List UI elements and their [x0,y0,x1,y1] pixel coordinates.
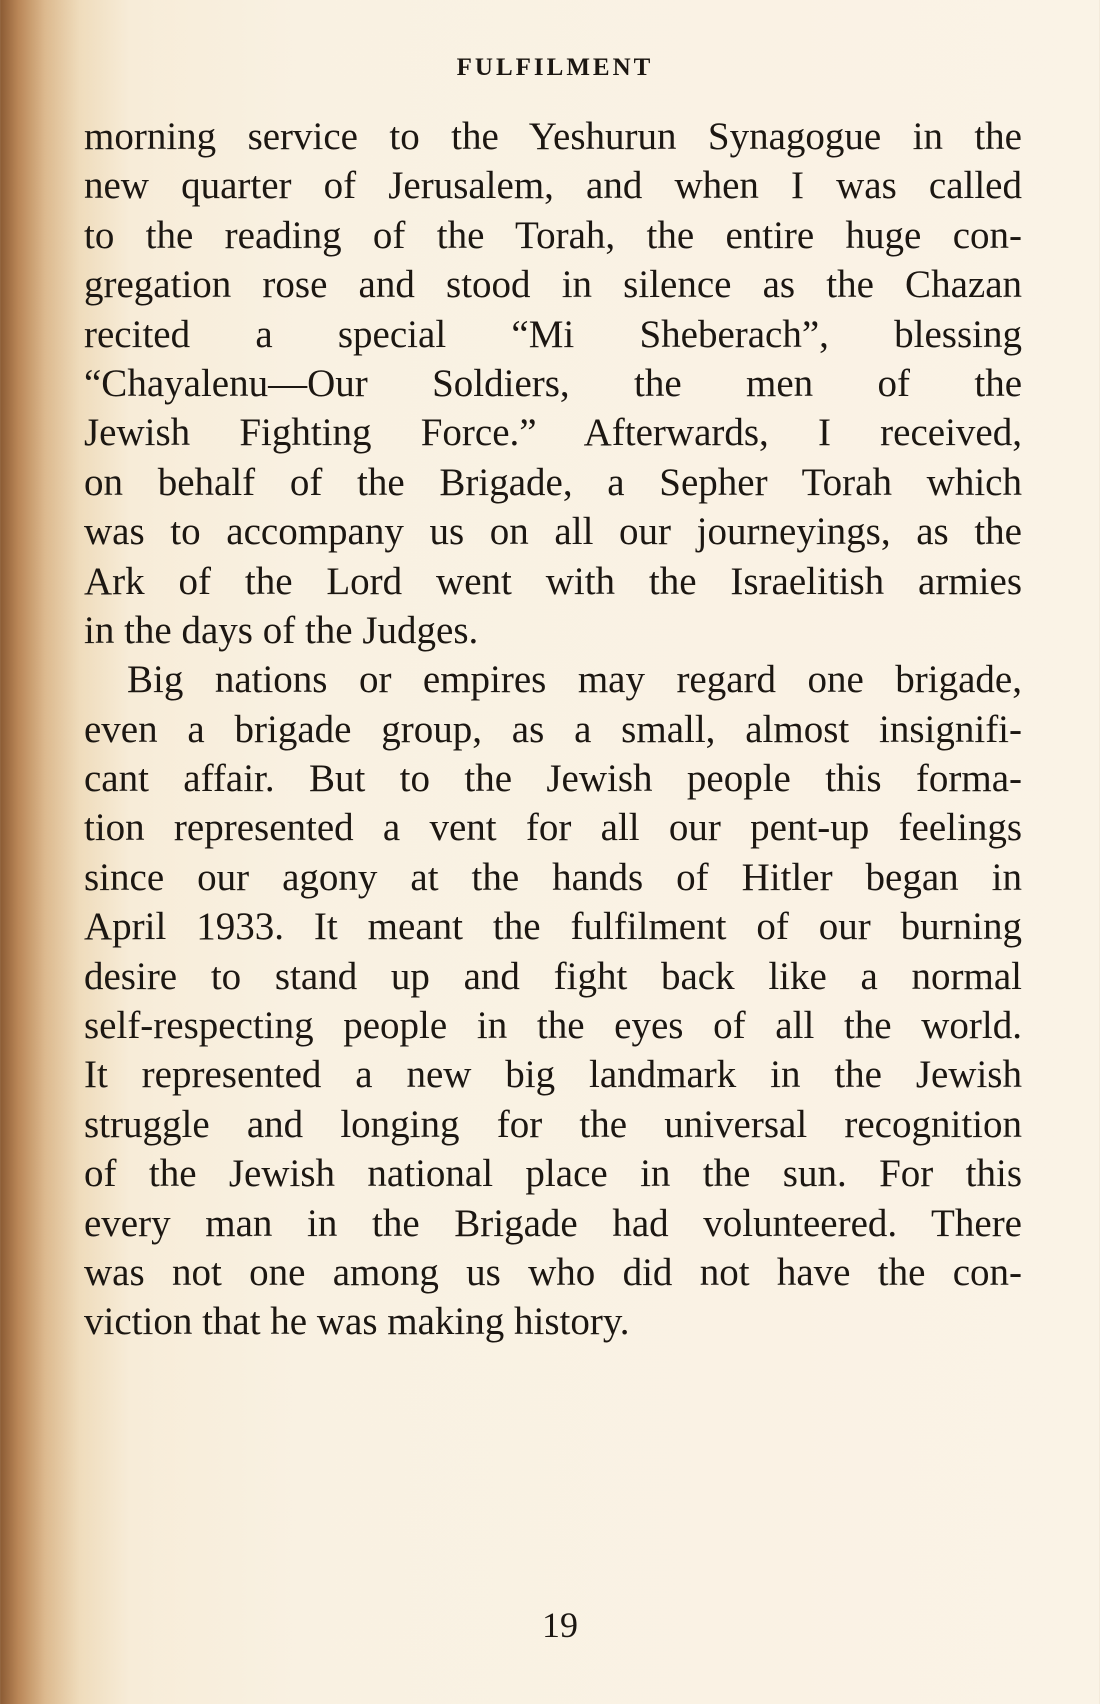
text-line: viction that he was making history. [84,1300,630,1344]
text-line: to the reading of the Torah, the entire huge con- [84,213,1022,257]
text-line: desire to stand up and fight back like a normal [84,954,1022,998]
page-number: 19 [542,1605,578,1645]
text-line: Big nations or empires may regard one brigade, [127,658,1022,702]
text-line: was to accompany us on all our journeyings, as the [84,510,1022,554]
text-line: Ark of the Lord went with the Israelitish armies [84,559,1022,603]
running-header: FULFILMENT [456,54,654,81]
text-line: recited a special “Mi Sheberach”, blessing [84,312,1022,356]
text-line: even a brigade group, as a small, almost insignifi- [84,707,1022,751]
text-line: April 1933. It meant the fulfilment of our burning [84,905,1022,949]
text-line: morning service to the Yeshurun Synagogue in the [84,115,1022,158]
text-line: gregation rose and stood in silence as the Chazan [84,263,1022,307]
text-line: “Chayalenu—Our Soldiers, the men of the [84,361,1022,405]
text-line: of the Jewish national place in the sun. For this [84,1152,1022,1196]
text-line: on behalf of the Brigade, a Sepher Torah which [84,460,1022,504]
text-line: new quarter of Jerusalem, and when I was called [84,164,1022,208]
text-line: every man in the Brigade had volunteered. There [84,1201,1022,1245]
text-line: Jewish Fighting Force.” Afterwards, I received, [84,411,1022,455]
paragraph [84,655,1022,1346]
text-line: tion represented a vent for all our pent-up feelings [84,806,1022,850]
text-line: self-respecting people in the eyes of all the world. [84,1004,1022,1048]
page-body [84,112,1022,1347]
text-line: in the days of the Judges. [84,608,479,652]
paragraph [84,112,1022,655]
text-line: cant affair. But to the Jewish people this forma- [84,757,1022,801]
text-line: was not one among us who did not have the con- [84,1250,1022,1294]
text-line: since our agony at the hands of Hitler began in [84,855,1022,899]
text-line: It represented a new big landmark in the Jewish [84,1053,1022,1097]
text-line: struggle and longing for the universal recognition [84,1102,1022,1146]
